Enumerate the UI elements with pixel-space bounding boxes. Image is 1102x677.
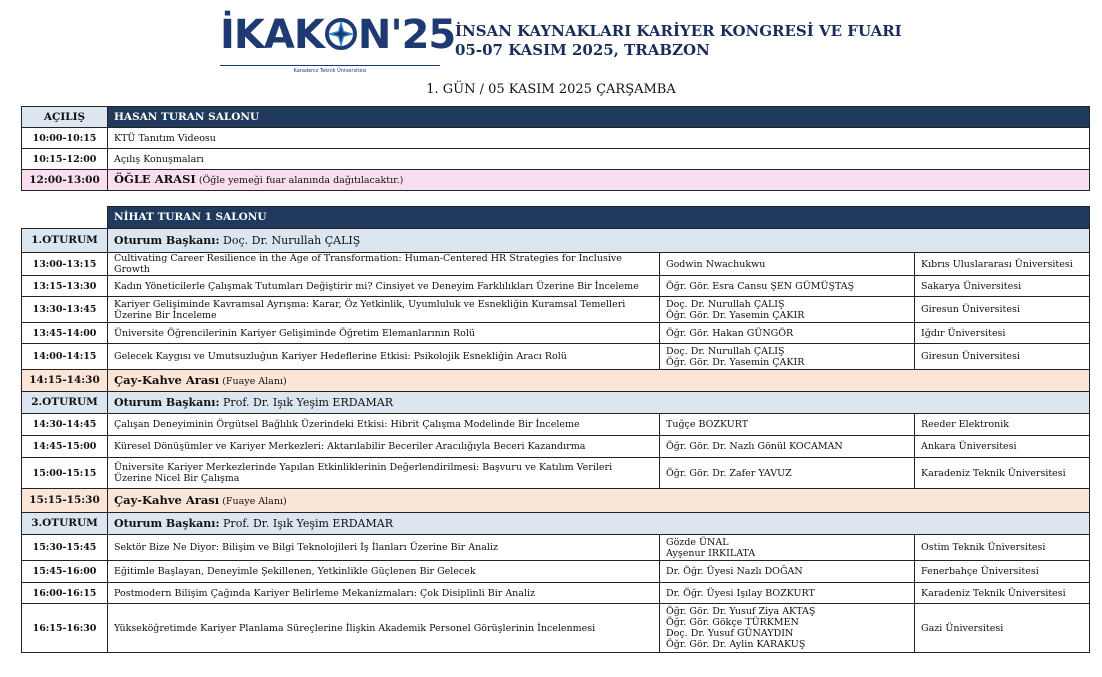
- talk-affiliation: Iğdır Üniversitesi: [915, 323, 1090, 344]
- time-slot: 15:15-15:30: [22, 489, 108, 513]
- coffee-break: [108, 489, 1090, 513]
- session-chair: Oturum Başkanı: Doç. Dr. Nurullah ÇALIŞ: [108, 229, 1090, 253]
- talk-title: Postmodern Bilişim Çağında Kariyer Belirleme Mekanizmaları: Çok Disiplinli Bir Analiz: [108, 583, 660, 604]
- talk-speakers: Öğr. Gör. Esra Cansu ŞEN GÜMÜŞTAŞ: [660, 276, 915, 297]
- time-slot: 15:30-15:45: [22, 535, 108, 561]
- session-table: [21, 206, 1090, 653]
- table-row: [22, 561, 1090, 583]
- session-chair: Oturum Başkanı: Prof. Dr. Işık Yeşim ERDAMAR: [108, 513, 1090, 535]
- talk-speakers: Doç. Dr. Nurullah ÇALIŞ Öğr. Gör. Dr. Yasemin ÇAKIR: [660, 297, 915, 323]
- talk-affiliation: Karadeniz Teknik Üniversitesi: [915, 458, 1090, 489]
- break-note: (Öğle yemeği fuar alanında dağıtılacaktır.): [198, 175, 404, 186]
- talk-title: Gelecek Kaygısı ve Umutsuzluğun Kariyer Hedeflerine Etkisi: Psikolojik Esnekliğin Aracı Rolü: [108, 344, 660, 370]
- opening-label: AÇILIŞ: [22, 107, 108, 128]
- talk-affiliation: Gazi Üniversitesi: [915, 604, 1090, 653]
- time-slot: 14:00-14:15: [22, 344, 108, 370]
- program-item: Açılış Konuşmaları: [108, 149, 1090, 170]
- logo-wordmark: İKAK N'25: [220, 12, 456, 58]
- talk-affiliation: Ankara Üniversitesi: [915, 436, 1090, 458]
- chair-name: Prof. Dr. Işık Yeşim ERDAMAR: [223, 517, 393, 530]
- talk-title: Üniversite Kariyer Merkezlerinde Yapılan Etkinliklerinin Değerlendirilmesi: Başvuru ve Katılım Verileri Üzerine Nicel Bir Çalışma: [108, 458, 660, 489]
- talk-speakers: Gözde ÜNAL Ayşenur IRKILATA: [660, 535, 915, 561]
- time-slot: 10:15-12:00: [22, 149, 108, 170]
- talk-speakers: Öğr. Gör. Dr. Yusuf Ziya AKTAŞ Öğr. Gör. Gökçe TÜRKMEN Doç. Dr. Yusuf GÜNAYDIN Öğr. Gör. Dr. Aylin KARAKUŞ: [660, 604, 915, 653]
- logo-university: Karadeniz Teknik Üniversitesi: [293, 68, 367, 74]
- talk-title: Çalışan Deneyiminin Örgütsel Bağlılık Üzerindeki Etkisi: Hibrit Çalışma Modelinde Bir İnceleme: [108, 414, 660, 436]
- table-row: [22, 128, 1090, 149]
- talk-title: Üniversite Öğrencilerinin Kariyer Gelişiminde Öğretim Elemanlarının Rolü: [108, 323, 660, 344]
- congress-name: İNSAN KAYNAKLARI KARİYER KONGRESİ VE FUARI: [455, 22, 902, 40]
- talk-title: Cultivating Career Resilience in the Age of Transformation: Human-Centered HR Strategies for Inclusive Growth: [108, 253, 660, 276]
- talk-affiliation: Reeder Elektronik: [915, 414, 1090, 436]
- talk-speakers: Doç. Dr. Nurullah ÇALIŞ Öğr. Gör. Dr. Yasemin ÇAKIR: [660, 344, 915, 370]
- time-slot: 16:00-16:15: [22, 583, 108, 604]
- talk-speakers: Öğr. Gör. Dr. Nazlı Gönül KOCAMAN: [660, 436, 915, 458]
- time-slot: 13:00-13:15: [22, 253, 108, 276]
- break-note: (Fuaye Alanı): [222, 495, 287, 507]
- talk-affiliation: Giresun Üniversitesi: [915, 344, 1090, 370]
- table-row: [22, 297, 1090, 323]
- talk-affiliation: Giresun Üniversitesi: [915, 297, 1090, 323]
- time-slot: 14:15-14:30: [22, 370, 108, 392]
- opening-table: [21, 106, 1090, 191]
- talk-affiliation: Ostim Teknik Üniversitesi: [915, 535, 1090, 561]
- talk-title: Yükseköğretimde Kariyer Planlama Süreçlerine İlişkin Akademik Personel Görüşlerinin İncelenmesi: [108, 604, 660, 653]
- table-row: [22, 344, 1090, 370]
- talk-title: Küresel Dönüşümler ve Kariyer Merkezleri: Aktarılabilir Beceriler Aracılığıyla Beceri Kazandırma: [108, 436, 660, 458]
- time-slot: 13:30-13:45: [22, 297, 108, 323]
- session-label: 3.OTURUM: [22, 513, 108, 535]
- chair-name: Doç. Dr. Nurullah ÇALIŞ: [223, 234, 361, 247]
- time-slot: 16:15-16:30: [22, 604, 108, 653]
- time-slot: 14:30-14:45: [22, 414, 108, 436]
- talk-speakers: Godwin Nwachukwu: [660, 253, 915, 276]
- talk-speakers: Tuğçe BOZKURT: [660, 414, 915, 436]
- time-slot: 12:00-13:00: [22, 170, 108, 191]
- lunch-break-row: [22, 170, 1090, 191]
- time-slot: 15:45-16:00: [22, 561, 108, 583]
- table-row: [22, 149, 1090, 170]
- session-chair: Oturum Başkanı: Prof. Dr. Işık Yeşim ERDAMAR: [108, 392, 1090, 414]
- session-label: 2.OTURUM: [22, 392, 108, 414]
- opening-hall-name: HASAN TURAN SALONU: [108, 107, 1090, 128]
- talk-speakers: Öğr. Gör. Dr. Zafer YAVUZ: [660, 458, 915, 489]
- table-row: [22, 436, 1090, 458]
- session-label: 1.OTURUM: [22, 229, 108, 253]
- talk-affiliation: Kıbrıs Uluslararası Üniversitesi: [915, 253, 1090, 276]
- table-row: [22, 583, 1090, 604]
- break-note: (Fuaye Alanı): [222, 375, 287, 387]
- table-row: [22, 604, 1090, 653]
- congress-logo: [220, 12, 456, 74]
- talk-title: Eğitimle Başlayan, Deneyimle Şekillenen, Yetkinlikle Güçlenen Bir Gelecek: [108, 561, 660, 583]
- break-label: Çay-Kahve Arası: [114, 492, 220, 507]
- time-slot: 13:15-13:30: [22, 276, 108, 297]
- break-label: ÖĞLE ARASI: [114, 172, 196, 186]
- time-slot: 13:45-14:00: [22, 323, 108, 344]
- table-row: [22, 323, 1090, 344]
- talk-speakers: Öğr. Gör. Hakan GÜNGÖR: [660, 323, 915, 344]
- coffee-break-row: [22, 489, 1090, 513]
- table-row: [22, 276, 1090, 297]
- talk-title: Kadın Yöneticilerle Çalışmak Tutumları Değiştirir mi? Cinsiyet ve Deneyim Farklılıkları Üzerine Bir İnceleme: [108, 276, 660, 297]
- time-slot: 14:45-15:00: [22, 436, 108, 458]
- program-item: KTÜ Tanıtım Videosu: [108, 128, 1090, 149]
- congress-date-place: 05-07 KASIM 2025, TRABZON: [455, 41, 710, 59]
- coffee-break: [108, 370, 1090, 392]
- talk-affiliation: Karadeniz Teknik Üniversitesi: [915, 583, 1090, 604]
- table-row: [22, 458, 1090, 489]
- compass-star-icon: [324, 17, 358, 51]
- time-slot: 15:00-15:15: [22, 458, 108, 489]
- table-row: [22, 535, 1090, 561]
- talk-affiliation: Sakarya Üniversitesi: [915, 276, 1090, 297]
- table-row: [22, 253, 1090, 276]
- hall-name: NİHAT TURAN 1 SALONU: [108, 207, 1090, 229]
- session-header-row: [22, 513, 1090, 535]
- chair-name: Prof. Dr. Işık Yeşim ERDAMAR: [223, 396, 393, 409]
- talk-speakers: Dr. Öğr. Üyesi Işılay BOZKURT: [660, 583, 915, 604]
- logo-rule: [220, 65, 440, 66]
- congress-title: [455, 22, 902, 60]
- session-header-row: [22, 392, 1090, 414]
- talk-title: Sektör Bize Ne Diyor: Bilişim ve Bilgi Teknolojileri İş İlanları Üzerine Bir Analiz: [108, 535, 660, 561]
- coffee-break-row: [22, 370, 1090, 392]
- session-header-row: [22, 229, 1090, 253]
- time-slot: 10:00-10:15: [22, 128, 108, 149]
- talk-affiliation: Fenerbahçe Üniversitesi: [915, 561, 1090, 583]
- talk-speakers: Dr. Öğr. Üyesi Nazlı DOĞAN: [660, 561, 915, 583]
- break-label: Çay-Kahve Arası: [114, 372, 220, 387]
- day-heading: 1. GÜN / 05 KASIM 2025 ÇARŞAMBA: [426, 82, 676, 97]
- lunch-break: [108, 170, 1090, 191]
- talk-title: Kariyer Gelişiminde Kavramsal Ayrışma: Karar, Öz Yetkinlik, Uyumluluk ve Esnekliğin Kuramsal Temelleri Üzerine Bir İnceleme: [108, 297, 660, 323]
- table-row: [22, 414, 1090, 436]
